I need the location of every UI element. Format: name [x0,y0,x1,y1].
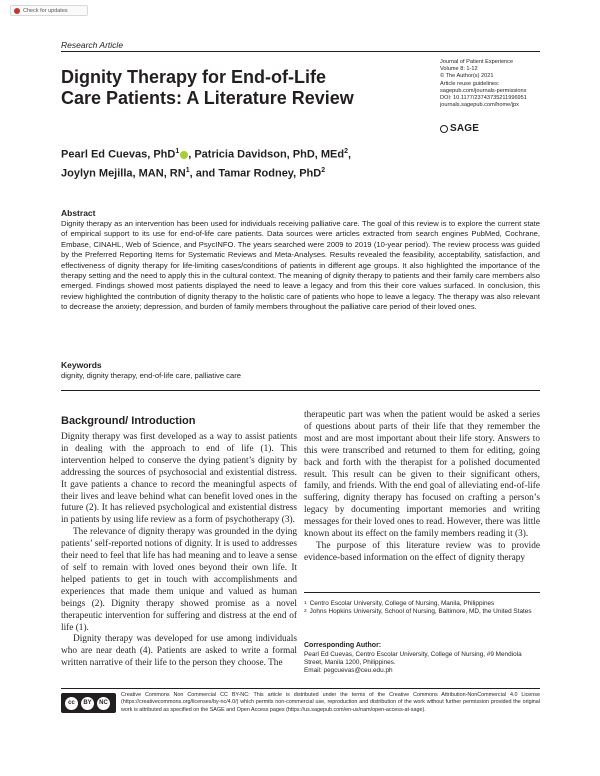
affiliations [304,600,540,616]
affiliation-text: Johns Hopkins University, School of Nursing, Baltimore, MD, the United States [309,608,532,616]
author-affiliation-sup: 1 [185,166,190,174]
body-paragraph: Dignity therapy was first developed as a way to assist patients in dealing with the approach to end of life (1). This intervention helped to conserve the dying patient’s dignity by addressing the sources of psychosocial and existential distress. It gave patients a chance to record the meaningful aspects of their lives and leave behind what can benefit loved ones in the future (2). It has relieved psychological and existential distress in patients by using life review as a form of psychotherapy (3). [61,432,297,526]
journal-info-line: © The Author(s) 2021 [440,73,494,80]
corresponding-author-details [304,651,540,676]
by-icon: BY [81,697,94,710]
body-paragraph: The purpose of this literature review was to provide evidence-based information on the effect of dignity therapy [304,540,540,563]
header-divider [61,51,540,52]
body-column-left [61,432,297,670]
journal-info-line: Volume 8: 1-12 [440,66,478,73]
license-text: Creative Commons Non Commercial CC BY-NC: This article is distributed under the terms of the Creative Commons Attribution-NonCommercial 4.0 License (https://creativecommons.org/licenses/by-nc/4.0/) which permits non-commercial use, reproduction and distribution of the work without further permission provided the original work is attributed as specified on the SAGE and Open Access pages (https://us.sagepub.com/en-us/nam/open-access-at-sage). [121,692,540,713]
body-column-right [304,410,540,565]
creative-commons-badge[interactable] [61,693,116,713]
affiliation-item [304,608,540,616]
sage-mark-icon [440,125,448,133]
author-name: , and Tamar Rodney, PhD [189,167,322,180]
keywords-text: dignity, dignity therapy, end-of-life care, palliative care [61,371,241,380]
article-title: Dignity Therapy for End-of-Life Care Patients: A Literature Review [61,67,354,108]
journal-info-line[interactable]: sagepub.com/journals-permissions [440,87,527,94]
affiliation-number: 2 [304,609,307,615]
check-badge-label: Check for updates [23,7,68,14]
section-divider [61,390,540,391]
abstract-text: Dignity therapy as an intervention has been used for individuals receiving palliative care. The goal of this review is to explore the current state of empirical support to its use for end-of-life care patients. Data sources were articles extracted from search engines PubMed, Cochrane, Embase, CINAHL, Web of Science, and PsycINFO. The years searched were 2009 to 2019 (10-year period). The review process was guided by the Preferred Reporting Items for Systematic Reviews and Meta-Analyses. Results revealed the feasibility, acceptability, satisfaction, and effectiveness of dignity therapy for life-limiting cases/conditions of patients in different age groups. It also highlighted the importance of the therapy setting and the need to apply this in the cultural context. The meaning of dignity therapy to patients and their family care members also emerged. Findings showed most patients displayed the need to leave a legacy and from this their core values surfaced. In conclusion, this review highlighted the contribution of dignity therapy to the holistic care of patients who hope to leave a legacy. The therapy was also relevant to decrease the anxiety; depression, and burden of family members throughout the palliative care period of their loved ones. [61,219,540,312]
footnote-divider [304,592,540,593]
author-affiliation-sup: 2 [344,148,349,155]
affiliation-text: Centro Escolar University, College of Nursing, Manila, Philippines [309,600,495,607]
journal-info-line[interactable]: Article reuse guidelines: [440,80,500,87]
journal-info-line: Journal of Patient Experience [440,59,514,65]
corresponding-author-address: Pearl Ed Cuevas, Centro Escolar University, College of Nursing, #9 Mendiola Street, Manila 1200, Philippines. [304,651,522,667]
article-type-label: Research Article [61,40,124,50]
author-name: Pearl Ed Cuevas, PhD [61,148,176,161]
crossmark-icon [14,8,20,14]
abstract-heading: Abstract [61,208,96,218]
affiliation-number: 1 [304,601,307,606]
license-divider [61,688,540,689]
body-paragraph: The relevance of dignity therapy was grounded in the dying patients’ self-reported notions of dignity. It is used to addresses their need to feel that life has had meaning and to leave a sense of self to remain with loved ones beyond their own life. It helped patients to get in touch with accomplishments and experiences that made them unique and valued as human beings (2). Dignity therapy showed promise as a novel therapeutic intervention for suffering and distress at the end of life (1). [61,527,297,633]
corresponding-author-heading: Corresponding Author: [304,642,382,649]
affiliation-item [304,600,540,608]
body-paragraph: therapeutic part was when the patient would be asked a series of questions about parts of their life that they remember the most and are most important about their life story. Answers to this were transcribed and returned to them for editing, going back and forth with the therapist for a polished documented result. This result can be given to their significant others, family, and friends. With the end goal of alleviating end-of-life suffering, dignity therapy has focused on crafting a person’s legacy by documenting important memories and writing messages for their loved ones to read. However, there was little known about its effect on the family members reading it (3). [304,410,540,540]
check-for-updates-badge[interactable] [10,5,88,16]
nc-icon: NC [97,697,110,710]
corresponding-author-email[interactable]: Email: pegcuevas@ceu.edu.ph [304,667,393,675]
sage-wordmark: SAGE [450,123,480,134]
author-name: , Patricia Davidson, PhD, MEd [188,148,345,161]
author-affiliation-sup: 1 [175,148,180,155]
journal-info [440,59,560,109]
body-paragraph: Dignity therapy was developed for use among individuals who are near death (4). Patients are asked to write a formal written narrative of their life to the person they choose. The [61,634,297,669]
author-list: Pearl Ed Cuevas, PhD$^1$ , Patricia Davidson, PhD, MEd$^2$, Joylyn Mejilla, MAN, $RN^1$, and Tamar Rodney, PhD$^2$ [61,148,352,180]
cc-icon: cc [65,697,78,710]
author-name: Joylyn Mejilla, MAN, RN [61,167,186,180]
journal-info-line[interactable]: journals.sagepub.com/home/jpx [440,102,519,109]
journal-info-line[interactable]: DOI: 10.1177/23743735211996951 [440,95,527,102]
section-heading: Background/ Introduction [61,415,196,427]
keywords-heading: Keywords [61,360,102,370]
sage-logo [440,123,479,134]
author-affiliation-sup: 2 [321,166,326,174]
